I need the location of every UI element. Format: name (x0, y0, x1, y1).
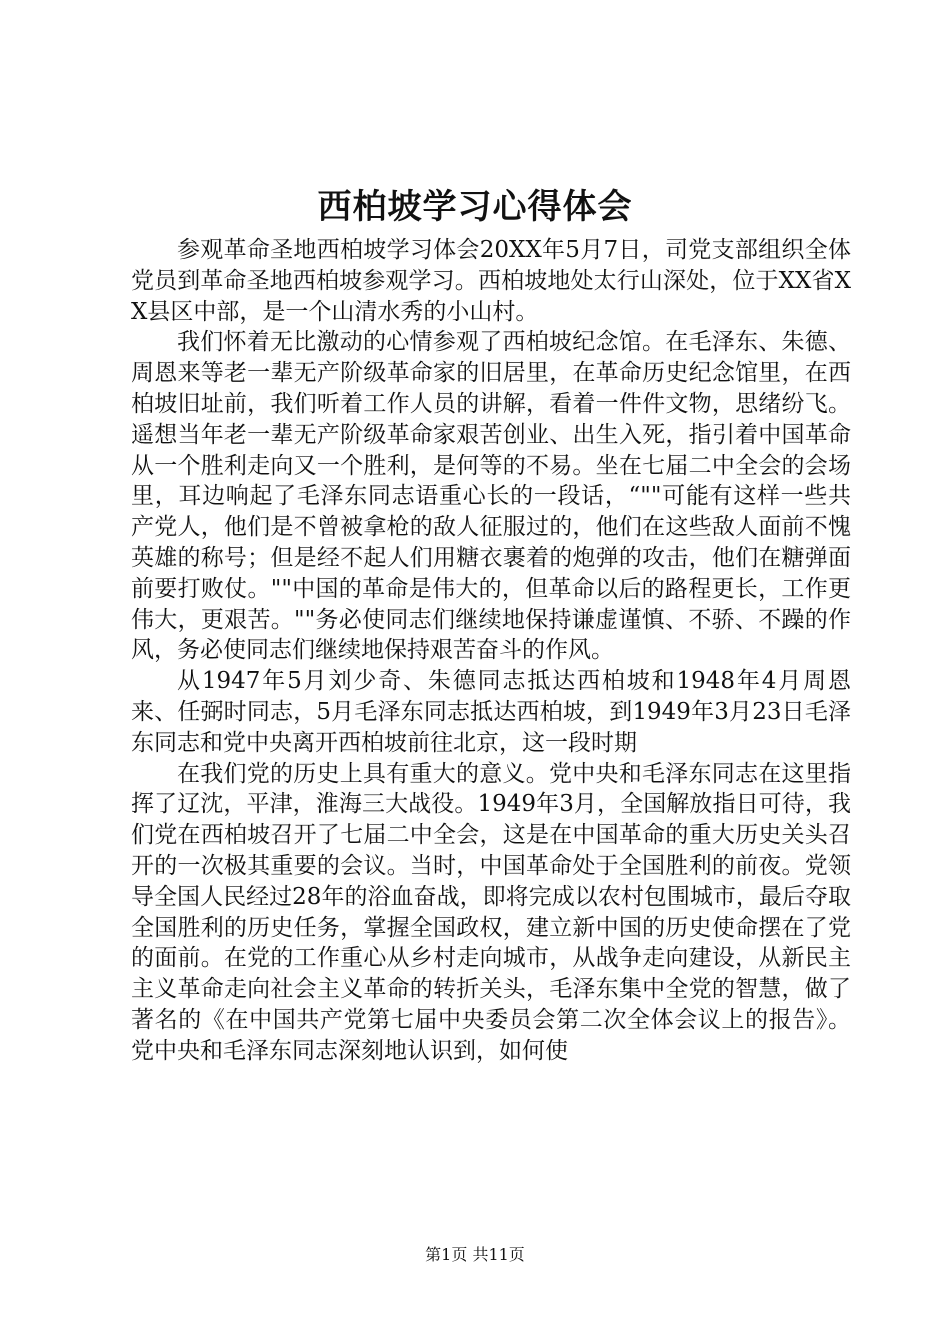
paragraph-period: 从1947年5月刘少奇、朱德同志抵达西柏坡和1948年4月周恩来、任弼时同志，5月毛泽东同志抵达西柏坡，到1949年3月23日毛泽东同志和党中央离开西柏坡前往北京，这一段时期 (131, 668, 851, 756)
paragraph-intro: 参观革命圣地西柏坡学习体会20XX年5月7日，司党支部组织全体党员到革命圣地西柏坡参观学习。西柏坡地处太行山深处，位于XX省XX县区中部，是一个山清水秀的小山村。 (131, 237, 851, 325)
page-footer: 第1页 共11页 (425, 1245, 525, 1264)
document-body (131, 235, 851, 1067)
paragraph-memorial-visit: 我们怀着无比激动的心情参观了西柏坡纪念馆。在毛泽东、朱德、周恩来等老一辈无产阶级革命家的旧居里，在革命历史纪念馆里，在西柏坡旧址前，我们听着工作人员的讲解，看着一件件文物，思绪纷飞。遥想当年老一辈无产阶级革命家艰苦创业、出生入死，指引着中国革命从一个胜利走向又一个胜利，是何等的不易。坐在七届二中全会的会场里，耳边响起了毛泽东同志语重心长的一段话，“""可能有这样一些共产党人，他们是不曾被拿枪的敌人征服过的，他们在这些敌人面前不愧英雄的称号；但是经不起人们用糖衣裹着的炮弹的攻击，他们在糖弹面前要打败仗。""中国的革命是伟大的，但革命以后的路程更长，工作更伟大，更艰苦。""务必使同志们继续地保持谦虚谨慎、不骄、不躁的作风，务必使同志们继续地保持艰苦奋斗的作风。 (131, 329, 851, 664)
paragraph-significance: 在我们党的历史上具有重大的意义。党中央和毛泽东同志在这里指挥了辽沈，平津，淮海三大战役。1949年3月，全国解放指日可待，我们党在西柏坡召开了七届二中全会，这是在中国革命的重大历史关头召开的一次极其重要的会议。当时，中国革命处于全国胜利的前夜。党领导全国人民经过28年的浴血奋战，即将完成以农村包围城市，最后夺取全国胜利的历史任务，掌握全国政权，建立新中国的历史使命摆在了党的面前。在党的工作重心从乡村走向城市，从战争走向建设，从新民主主义革命走向社会主义革命的转折关头，毛泽东集中全党的智慧，做了著名的《在中国共产党第七届中央委员会第二次全体会议上的报告》。党中央和毛泽东同志深刻地认识到，如何使 (131, 760, 851, 1064)
document-title: 西柏坡学习心得体会 (317, 187, 633, 227)
